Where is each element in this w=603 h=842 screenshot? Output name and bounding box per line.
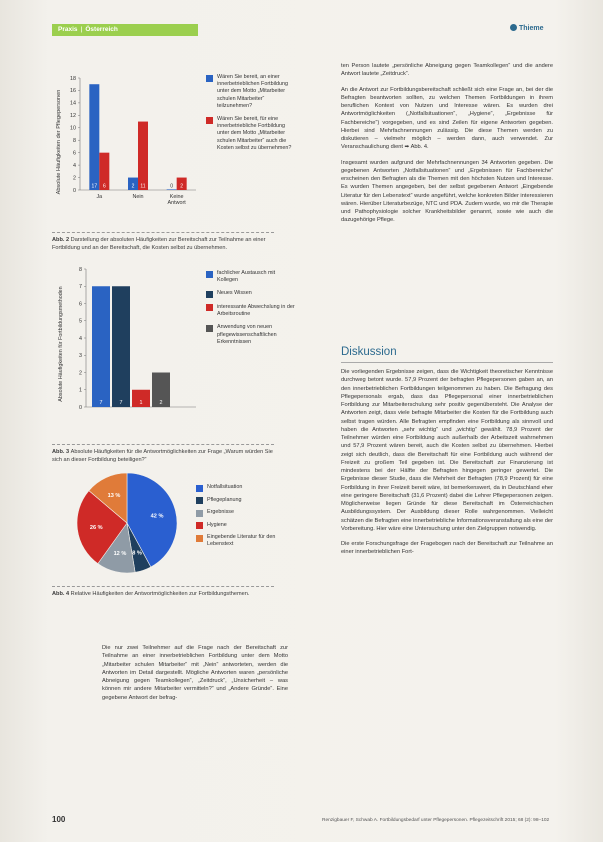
left-column-text: [102, 644, 288, 702]
bar: [112, 286, 130, 407]
bar-value-label: 2: [180, 183, 184, 190]
chart1-ylabel: Absolute Häufigkeiten der Pflegepersonen: [56, 89, 62, 195]
x-tick-label: Keine: [169, 194, 184, 200]
paragraph: Die nur zwei Teilnehmer auf die Frage nach der Bereitschaft zur Teilnahme an einer innerbetrieblichen Fortbildung unter dem Motto „Mitarbeiter schulen Mitarbeiter“ mit „Nein“ antworteten, werden die Antworten im Detail dargestellt. Mögliche Antworten waren „persönliche Abneigung gegen Teamkollegen“, „Zeitdruck“, „Unsicherheit – was können mir andere Mitarbeiter vermitteln?“ und „Andere Gründe“. Eine gegebene Antwort der befrag-: [102, 645, 288, 701]
legend-item: [206, 74, 295, 110]
x-tick-label: Nein: [132, 194, 144, 200]
subsection-label: Österreich: [85, 26, 118, 33]
y-tick-label: 0: [73, 187, 76, 194]
page-number: 100: [52, 815, 66, 824]
right-column-text-bottom: [341, 368, 553, 557]
bar: [138, 122, 148, 190]
paragraph: An die Antwort zur Fortbildungsbereitschaft schließt sich eine Frage an, bei der die Befragten beantworten sollten, zu welchen Themen Fortbildungen in ihrem beruflichen Kontext von Nutzen und Interesse wären. Es wurden drei Antwortmöglichkeiten („Notfallsituationen“, „Hygiene“, „Ergebnisse für Fachbereiche“) vorgegeben, und es sind Zeilen für eigene Antworten gegeben. Hierbei sind Mehrfachnennungen zulässig. Die diese Themen werden zu diskutieren – vielmehr möglich – werden dann, auch verwendet. Zur Veranschaulichung dient ➡ Abb. 4.: [341, 86, 553, 151]
legend-swatch: [206, 117, 213, 124]
legend-label: fachlicher Austausch mit Kollegen: [217, 270, 276, 284]
caption-text: Darstellung der absoluten Häufigkeiten zur Bereitschaft zur Teilnahme an einer Fortbildung und an der Bereitschaft, die Kosten selbst zu übernehmen.: [52, 237, 266, 251]
y-tick-label: 8: [73, 138, 76, 145]
y-tick-label: 2: [73, 175, 76, 182]
legend-label: Ergebnisse: [207, 509, 234, 515]
chart3-legend: [196, 484, 285, 553]
legend-item: [206, 270, 295, 284]
caption-label: Abb. 4: [52, 591, 70, 597]
figure-caption: [52, 232, 274, 252]
separator-icon: |: [80, 26, 83, 33]
paragraph: Die erste Forschungsfrage der Fragebogen nach der Bereitschaft zur Teilnahme an einer innerbetrieblichen Fort-: [341, 541, 553, 556]
section-header: [52, 24, 198, 36]
paragraph: Insgesamt wurden aufgrund der Mehrfachnennungen 34 Antworten gegeben. Die gegebenen Antworten „Notfallsituationen“ und „Ergebnissen für Fachbereiche“ erscheinen den Befragten als die Themen mit den höchsten Nutzen und Interesse. Es wurden Themen angegeben, bei der selbst gegebenen Antwort „Eingebende Literatur für den Lebenstext“ wurde angeführt, welche konkreten Bilder interessieren wären. Hierüber Literaturbezüge, NTC und PDA. Zudem wurde, wo mir die Therapie und Pathophysiologie solcher Krankheitsbilder genannt, sowie wie auch die dazugehörige Pflege.: [341, 159, 553, 224]
legend-label: Wären Sie bereit, für eine innerbetriebliche Fortbildung unter dem Motto „Mitarbeiter schulen Mitarbeiter“ auch die Kosten selbst zu übernehmen?: [217, 116, 292, 151]
bar: [92, 286, 110, 407]
legend-item: [196, 534, 285, 548]
y-tick-label: 14: [70, 100, 76, 107]
legend-swatch: [196, 510, 203, 517]
legend-item: [206, 324, 295, 346]
publisher-name: Thieme: [519, 25, 544, 32]
bar-value-label: 11: [140, 183, 146, 190]
legend-label: Notfallsituation: [207, 484, 243, 490]
bar-chart-reasons: [52, 262, 202, 422]
legend-swatch: [206, 325, 213, 332]
y-tick-label: 8: [79, 266, 82, 273]
legend-swatch: [196, 485, 203, 492]
legend-swatch: [206, 271, 213, 278]
y-tick-label: 1: [79, 387, 82, 394]
legend-item: [196, 509, 285, 517]
y-tick-label: 10: [70, 125, 76, 132]
legend-label: Eingebende Literatur für den Lebenstext: [207, 534, 276, 548]
heading-rule: [341, 362, 553, 363]
bar-value-label: 2: [131, 183, 135, 190]
chart1-legend: [206, 74, 295, 158]
pie-slice-label: 42 %: [150, 513, 164, 520]
x-tick-label: Ja: [96, 194, 103, 200]
caption-text: Relative Häufigkeiten der Antwortmöglichkeiten zur Fortbildungsthemen.: [70, 591, 250, 597]
bar-value-label: 2: [159, 400, 163, 406]
pie-slice-label: 13 %: [107, 492, 121, 499]
y-tick-label: 7: [79, 284, 82, 291]
legend-label: Neues Wissen: [217, 290, 252, 297]
pie-slice-label: 26 %: [89, 524, 103, 531]
x-tick-label: Antwort: [167, 200, 186, 206]
legend-swatch: [206, 75, 213, 82]
bar-value-label: 0: [170, 183, 174, 190]
paragraph: ten Person lautete „persönliche Abneigung gegen Teamkollegen“ und die andere Antwort lautete „Zeitdruck“.: [341, 63, 553, 78]
legend-label: Wären Sie bereit, an einer innerbetrieblichen Fortbildung unter dem Motto „Mitarbeiter schulen Mitarbeiter“ teilzunehmen?: [217, 74, 289, 109]
figure-caption: [52, 444, 274, 464]
bar-chart-willingness: [52, 60, 202, 220]
publisher-logo: [510, 24, 544, 32]
y-tick-label: 4: [73, 162, 76, 169]
y-tick-label: 6: [73, 150, 76, 157]
legend-swatch: [196, 535, 203, 542]
pie-slice-label: 8 %: [132, 550, 142, 557]
chart2-ylabel: Absolute Häufigkeiten für Fortbildungsmethoden: [58, 286, 64, 402]
legend-item: [196, 497, 285, 505]
bar: [89, 84, 99, 190]
legend-swatch: [196, 522, 203, 529]
y-tick-label: 18: [70, 75, 76, 82]
legend-label: Anwendung von neuen pflegewissenschaftlichen Erkenntnissen: [217, 324, 277, 345]
legend-item: [196, 484, 285, 492]
bar-value-label: 6: [102, 183, 106, 190]
legend-label: Hygiene: [207, 521, 227, 528]
legend-swatch: [206, 304, 213, 311]
y-tick-label: 5: [79, 318, 82, 325]
y-tick-label: 6: [79, 301, 82, 308]
section-heading: Diskussion: [341, 346, 397, 358]
bar-value-label: 1: [139, 400, 143, 406]
legend-swatch: [206, 291, 213, 298]
caption-text: Absolute Häufigkeiten für die Antwortmöglichkeiten zur Frage „Warum würden Sie sich an dieser Fortbildung beteiligen?“: [52, 449, 273, 463]
y-tick-label: 3: [79, 353, 82, 360]
legend-item: [206, 290, 295, 298]
legend-label: Pflegeplanung: [207, 496, 242, 503]
logo-dot-icon: [510, 24, 517, 31]
legend-swatch: [196, 497, 203, 504]
legend-label: interessante Abwechslung in der Arbeitsroutine: [217, 303, 295, 318]
y-tick-label: 2: [79, 370, 82, 377]
legend-item: [196, 522, 285, 530]
y-tick-label: 4: [79, 335, 82, 342]
caption-label: Abb. 2: [52, 237, 70, 243]
y-tick-label: 12: [70, 113, 76, 120]
footer-citation: Renzigbauer F, Schwab A. Fortbildungsbedarf unter Pflegepersonen. Pflegezeitschrift 2015; 68 (2): 98–102: [322, 818, 550, 823]
legend-item: [206, 116, 295, 152]
right-column-text-top: [341, 62, 553, 225]
bar-value-label: 17: [91, 183, 98, 190]
paragraph: Die vorliegenden Ergebnisse zeigen, dass die Wichtigkeit theoretischer Kenntnisse durchweg betont wurde. 57,9 Prozent der befragten Pflegepersonen gaben an, an den innerbetrieblichen Fortbildungen teilgenommen zu haben. Die Befragung des Pflegepersonals ergab, dass das Pflegepersonal einer innerbetrieblichen Fortbildung zur Mitarbeiterschulung sehr positiv gegenübersteht. Die Analyse der Antworten zeigt, dass viele befragte Mitarbeiter die Kosten für die Fortbildung auch selbst tragen würden. Alle Befragten empfinden eine Fortbildung als sinnvoll und haben die Antworten „sehr wichtig“ und „wichtig“ gewählt. 78,9 Prozent der Teilnehmer würden eine Fortbildung auch außerhalb der Arbeitszeit wahrnehmen und 57,9 Prozent wären bereit, auch die Kosten selbst zu übernehmen. Hierbei zeigt sich deutlich, dass die Bereitschaft für eine Fortbildung auch während der Freizeit zu großem Teil gegeben ist. Die Bereitschaft zur Finanzierung ist mindestens bei der Hälfte der Befragten hingegen geringer gewertet. Die Ergebnisse dieser Studie, dass die Mehrheit der Befragten (78,9 Prozent) für eine Fortbildung in ihrer Freizeit bereit wäre, ist bemerkenswert, da in Deutschland eher eine geringere Bereitschaft (31,6 Prozent) dabei die Lehrer Pflegepersonen zeigen. Möglicherweise liegen Gründe für diese Bereitschaft im Österreichischen Ausbildungssystem. Der Ausbildung dieser Rolle wahrgenommen. Vielleicht schätzen die Befragten eine innerbetriebliche Informationsveranstaltung als eine der Vorbereitung. Hier wäre eine Untersuchung unter den Zielgruppen notwendig.: [341, 369, 553, 532]
y-tick-label: 16: [70, 88, 76, 95]
chart2-legend: [206, 270, 295, 352]
bar-value-label: 7: [119, 400, 123, 406]
section-label: Praxis: [58, 26, 78, 33]
figure-caption: [52, 586, 274, 598]
caption-label: Abb. 3: [52, 449, 70, 455]
legend-item: [206, 304, 295, 318]
pie-slice-label: 12 %: [113, 551, 127, 558]
bar-value-label: 7: [99, 400, 103, 406]
y-tick-label: 0: [79, 404, 82, 411]
pie-chart-topics: [72, 468, 182, 578]
